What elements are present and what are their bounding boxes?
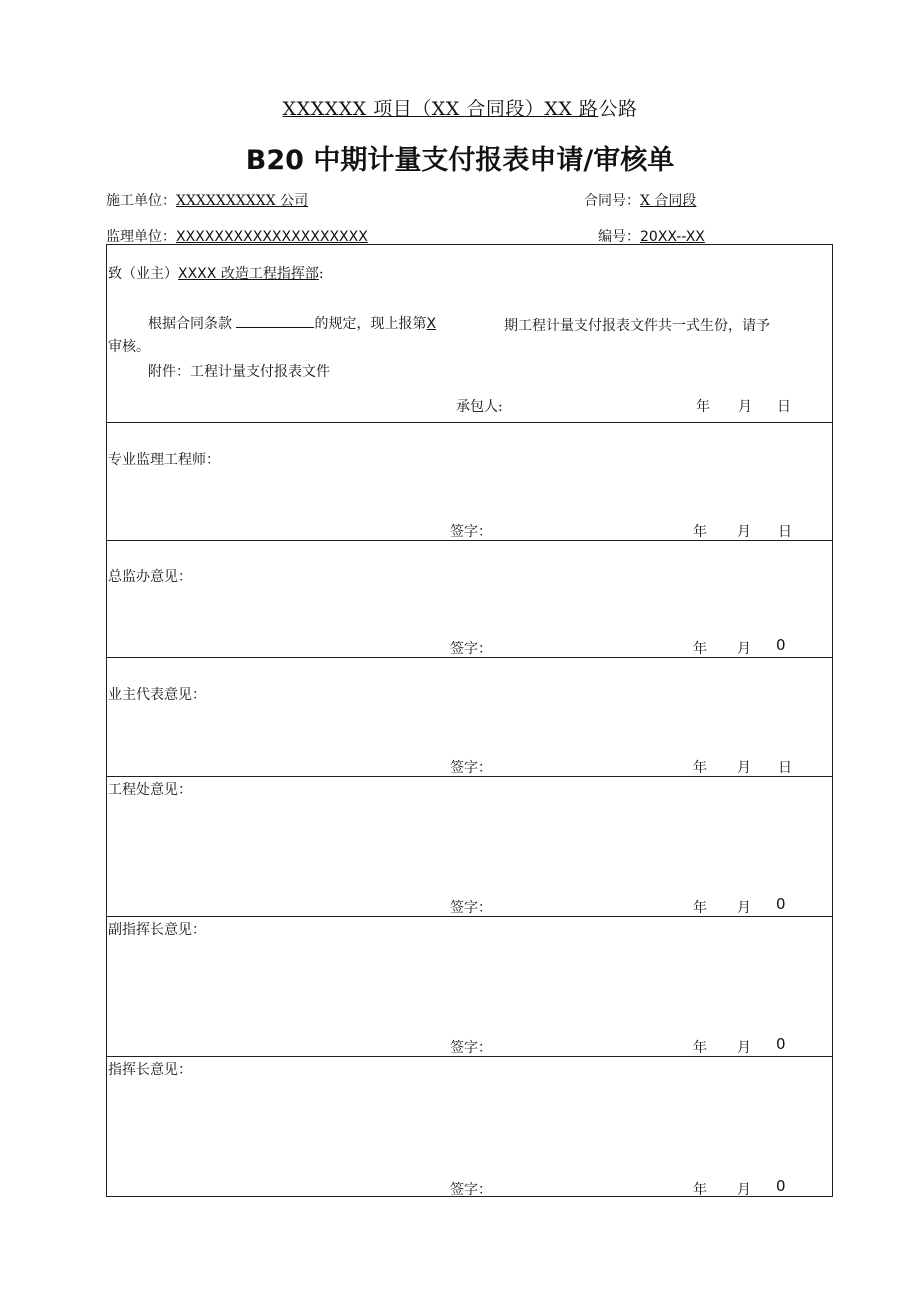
supervisor-value: XXXXXXXXXXXXXXXXXXXX: [176, 229, 368, 245]
review-section-engineering-office: [107, 777, 832, 917]
document-number-label: 编号：: [598, 229, 640, 245]
contract-number-field: [584, 190, 696, 210]
supervisor-label: 监理单位：: [106, 229, 176, 245]
addressee-line: [108, 263, 324, 283]
month-label: 月: [737, 641, 751, 657]
contract-number-value: X 合同段: [640, 193, 697, 209]
contractor-value: XXXXXXXXXX 公司: [176, 193, 309, 209]
addressee-prefix: 致（业主）: [108, 266, 178, 282]
review-label: 专业监理工程师：: [108, 452, 220, 468]
month-label: 月: [737, 524, 751, 540]
sign-label: 签字：: [450, 900, 492, 916]
sign-label: 签字：: [450, 760, 492, 776]
addressee-value: XXXX 改造工程指挥部: [178, 266, 319, 282]
review-section-chief-supervisor: [107, 541, 832, 658]
review-label: 工程处意见：: [108, 782, 192, 798]
attachment-line: 附件：工程计量支付报表文件: [148, 364, 330, 380]
contractor-label: 施工单位：: [106, 193, 176, 209]
contract-number-label: 合同号：: [584, 193, 640, 209]
year-label: 年: [693, 1040, 707, 1056]
year-label: 年: [693, 1182, 707, 1198]
supervisor-field: [106, 226, 368, 246]
year-label: 年: [693, 760, 707, 776]
period-value: X: [426, 316, 437, 332]
review-label: 指挥长意见：: [108, 1062, 192, 1078]
review-label: 业主代表意见：: [108, 687, 206, 703]
contractor-field: [106, 190, 308, 210]
month-label: 月: [737, 1182, 751, 1198]
form-title: B20 中期计量支付报表申请/审核单: [245, 145, 675, 176]
body-part3: 期工程计量支付报表文件共一式生份，请予: [504, 318, 770, 334]
sign-label: 签字：: [450, 641, 492, 657]
year-label: 年: [693, 900, 707, 916]
year-label: 年: [693, 641, 707, 657]
application-body-line1: [148, 313, 436, 333]
body-part1: 根据合同条款: [148, 316, 232, 332]
review-label: 总监办意见：: [108, 569, 192, 585]
review-section-commander: [107, 1057, 832, 1196]
day-label: 日: [778, 760, 792, 776]
application-section: [107, 245, 832, 423]
project-title-main: XXXXXX 项目（XX 合同段）XX 路: [282, 98, 599, 120]
day-label: 0: [776, 1035, 786, 1053]
project-title: [0, 94, 920, 121]
document-number-field: [598, 226, 705, 246]
month-label: 月: [737, 1040, 751, 1056]
sign-label: 签字：: [450, 1182, 492, 1198]
month-label: 月: [738, 399, 752, 415]
review-label: 副指挥长意见：: [108, 922, 206, 938]
day-label: 日: [777, 399, 791, 415]
clause-blank: [236, 313, 314, 328]
approval-form-table: [106, 244, 833, 1197]
document-number-value: 20XX--XX: [640, 229, 705, 245]
contractor-sign-label: 承包人:: [456, 399, 503, 415]
review-section-owner-rep: [107, 658, 832, 777]
body-part2: 的规定，现上报第: [314, 316, 427, 332]
month-label: 月: [737, 900, 751, 916]
day-label: 0: [776, 895, 786, 913]
sign-label: 签字：: [450, 1040, 492, 1056]
review-section-deputy-commander: [107, 917, 832, 1057]
sign-label: 签字：: [450, 524, 492, 540]
day-label: 日: [778, 524, 792, 540]
body-line2: 审核。: [108, 339, 150, 355]
day-label: 0: [776, 1177, 786, 1195]
project-title-suffix: 公路: [598, 98, 638, 120]
day-label: 0: [776, 636, 786, 654]
year-label: 年: [696, 399, 710, 415]
year-label: 年: [693, 524, 707, 540]
review-section-engineer: [107, 423, 832, 541]
addressee-suffix: :: [318, 266, 324, 282]
month-label: 月: [737, 760, 751, 776]
